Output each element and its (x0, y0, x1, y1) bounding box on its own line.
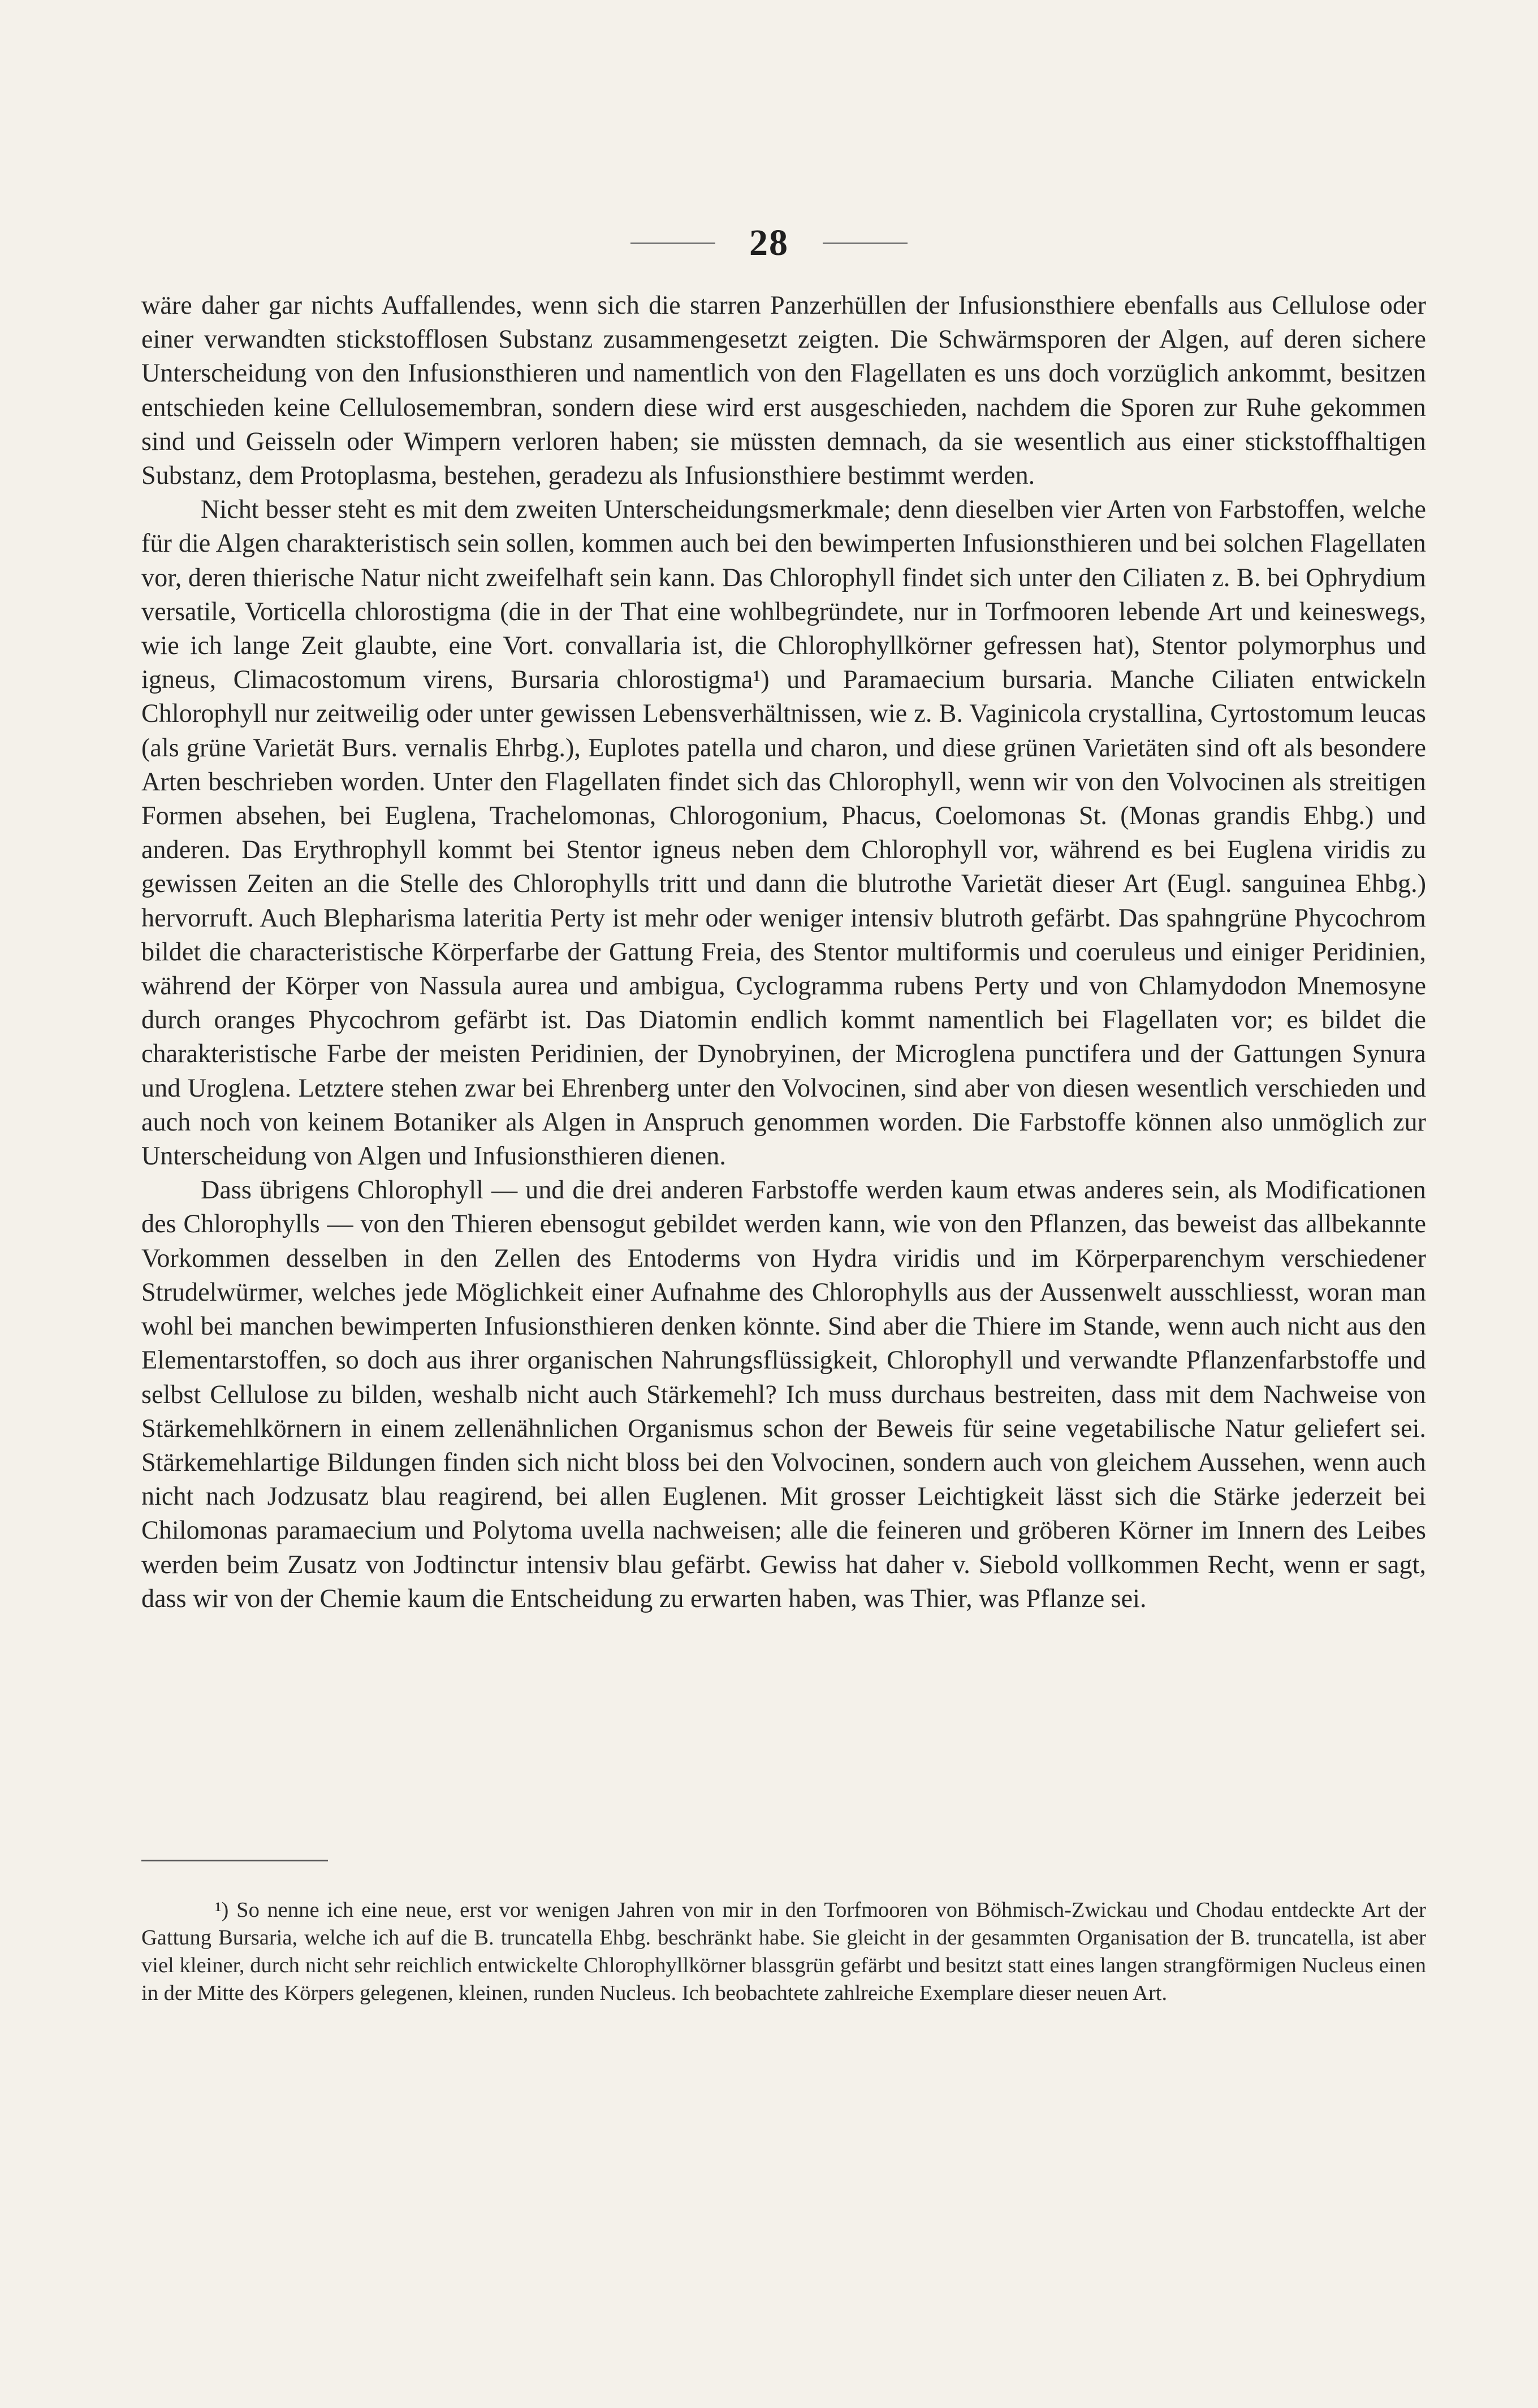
header-rule-left (630, 242, 715, 244)
paragraph: Nicht besser steht es mit dem zweiten Unterscheidungsmerkmale; denn dieselben vier Arten von Farbstoffen, welche für die Algen charakteristisch sein sollen, kommen auch bei den bewimperten Infusionsthieren und bei solchen Flagellaten vor, deren thierische Natur nicht zweifelhaft sein kann. Das Chlorophyll findet sich unter den Ciliaten z. B. bei Ophrydium versatile, Vorticella chlorostigma (die in der That eine wohlbegründete, nur in Torfmooren lebende Art und keineswegs, wie ich lange Zeit glaubte, eine Vort. convallaria ist, die Chlorophyllkörner gefressen hat), Stentor polymorphus und igneus, Climacostomum virens, Bursaria chlorostigma¹) und Paramaecium bursaria. Manche Ciliaten entwickeln Chlorophyll nur zeitweilig oder unter gewissen Lebensverhältnissen, wie z. B. Vaginicola crystallina, Cyrtostomum leucas (als grüne Varietät Burs. vernalis Ehrbg.), Euplotes patella und charon, und diese grünen Varietäten sind oft als besondere Arten beschrieben worden. Unter den Flagellaten findet sich das Chlorophyll, wenn wir von den Volvocinen als streitigen Formen absehen, bei Euglena, Trachelomonas, Chlorogonium, Phacus, Coelomonas St. (Monas grandis Ehbg.) und anderen. Das Erythrophyll kommt bei Stentor igneus neben dem Chlorophyll vor, während es bei Euglena viridis zu gewissen Zeiten an die Stelle des Chlorophylls tritt und dann die blutrothe Varietät dieser Art (Eugl. sanguinea Ehbg.) hervorruft. Auch Blepharisma lateritia Perty ist mehr oder weniger intensiv blutroth gefärbt. Das spahngrüne Phycochrom bildet die characteristische Körperfarbe der Gattung Freia, des Stentor multiformis und coeruleus und einiger Peridinien, während der Körper von Nassula aurea und ambigua, Cyclogramma rubens Perty und von Chlamydodon Mnemosyne durch oranges Phycochrom gefärbt ist. Das Diatomin endlich kommt namentlich bei Flagellaten vor; es bildet die charakteristische Farbe der meisten Peridinien, der Dynobryinen, der Microglena punctifera und der Gattungen Synura und Uroglena. Letztere stehen zwar bei Ehrenberg unter den Volvocinen, sind aber von diesen wesentlich verschieden und auch noch von keinem Botaniker als Algen in Anspruch genommen worden. Die Farbstoffe können also unmöglich zur Unterscheidung von Algen und Infusionsthieren dienen. (141, 495, 1426, 1171)
body-text (141, 288, 1426, 1616)
paragraph: wäre daher gar nichts Auffallendes, wenn sich die starren Panzerhüllen der Infusionsthiere ebenfalls aus Cellulose oder einer verwandten stickstofflosen Substanz zusammengesetzt zeigten. Die Schwärmsporen der Algen, auf deren sichere Unterscheidung von den Infusionsthieren und namentlich von den Flagellaten es uns doch vorzüglich ankommt, besitzen entschieden keine Cellulosemembran, sondern diese wird erst ausgeschieden, nachdem die Sporen zur Ruhe gekommen sind und Geisseln oder Wimpern verloren haben; sie müssten demnach, da sie wesentlich aus einer stickstoffhaltigen Substanz, dem Protoplasma, bestehen, geradezu als Infusionsthiere bestimmt werden. (141, 291, 1426, 490)
footnote-rule (141, 1860, 328, 1861)
header-rule-right (823, 242, 908, 244)
page-header (0, 215, 1538, 271)
paragraph: Dass übrigens Chlorophyll — und die drei anderen Farbstoffe werden kaum etwas anderes sein, als Modificationen des Chlorophylls — von den Thieren ebensogut gebildet werden kann, wie von den Pflanzen, das beweist das allbekannte Vorkommen desselben in den Zellen des Entoderms von Hydra viridis und im Körperparenchym verschiedener Strudelwürmer, welches jede Möglichkeit einer Aufnahme des Chlorophylls aus der Aussenwelt ausschliesst, woran man wohl bei manchen bewimperten Infusionsthieren denken könnte. Sind aber die Thiere im Stande, wenn auch nicht aus den Elementarstoffen, so doch aus ihrer organischen Nahrungsflüssigkeit, Chlorophyll und verwandte Pflanzenfarbstoffe und selbst Cellulose zu bilden, weshalb nicht auch Stärkemehl? Ich muss durchaus bestreiten, dass mit dem Nachweise von Stärkemehlkörnern in einem zellenähnlichen Organismus schon der Beweis für seine vegetabilische Natur geliefert sei. Stärkemehlartige Bildungen finden sich nicht bloss bei den Volvocinen, sondern auch von gleichem Aussehen, wenn auch nicht nach Jodzusatz blau reagirend, bei allen Euglenen. Mit grosser Leichtigkeit lässt sich die Stärke jederzeit bei Chilomonas paramaecium und Polytoma uvella nachweisen; alle die feineren und gröberen Körner im Innern des Leibes werden beim Zusatz von Jodtinctur intensiv blau gefärbt. Gewiss hat daher v. Siebold vollkommen Recht, wenn er sagt, dass wir von der Chemie kaum die Entscheidung zu erwarten haben, was Thier, was Pflanze sei. (141, 1175, 1426, 1613)
footnote: ¹) So nenne ich eine neue, erst vor wenigen Jahren von mir in den Torfmooren von Böhmisch-Zwickau und Chodau entdeckte Art der Gattung Bursaria, welche ich auf die B. truncatella Ehbg. beschränkt habe. Sie gleicht in der gesammten Organisation der B. truncatella, ist aber viel kleiner, durch nicht sehr reichlich entwickelte Chlorophyllkörner blassgrün gefärbt und besitzt statt eines langen strangförmigen Nucleus einen in der Mitte des Körpers gelegenen, kleinen, runden Nucleus. Ich beobachtete zahlreiche Exemplare dieser neuen Art. (141, 1898, 1426, 2005)
footnotes (141, 1896, 1426, 2007)
page-number: 28 (749, 222, 789, 263)
